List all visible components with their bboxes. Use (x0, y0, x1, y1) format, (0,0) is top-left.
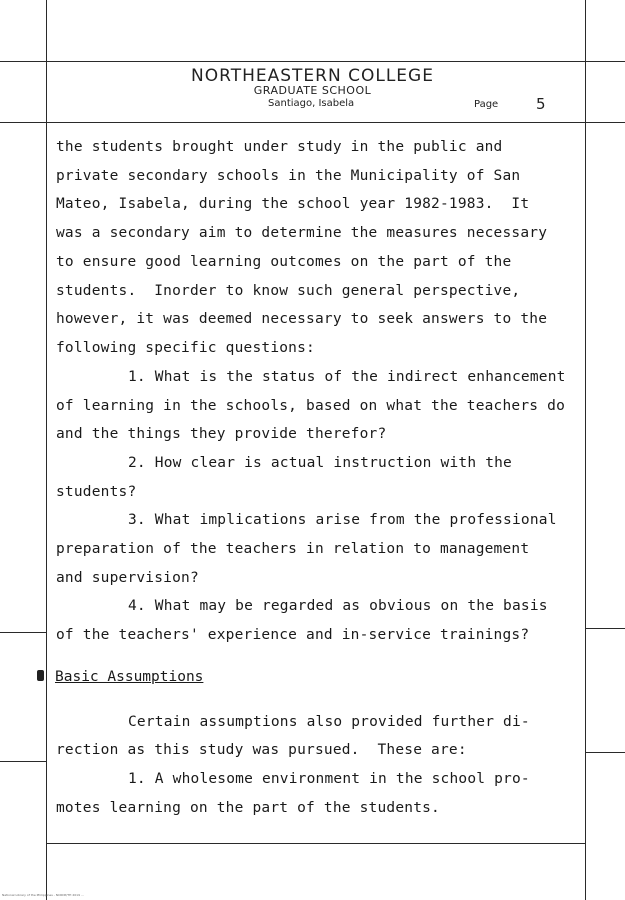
section-line: rection as this study was pursued. These are: (56, 742, 467, 758)
right-margin-line (585, 0, 586, 900)
assumption-1: 1. A wholesome environment in the school pro- (128, 771, 530, 787)
left-margin-line (46, 0, 47, 900)
body-line: preparation of the teachers in relation to management (56, 541, 530, 557)
body-line: students. Inorder to know such general perspective, (56, 283, 521, 299)
school-location: Santiago, Isabela (268, 98, 355, 109)
question-2: 2. How clear is actual instruction with the (128, 455, 512, 471)
institution-name: NORTHEASTERN COLLEGE (191, 66, 434, 86)
body-line: of learning in the schools, based on what the teachers do (56, 398, 565, 414)
body-line: was a secondary aim to determine the measures necessary (56, 225, 548, 241)
page-number: 5 (536, 95, 546, 113)
left-edge-tick-1 (0, 632, 46, 633)
question-4: 4. What may be regarded as obvious on the basis (128, 598, 548, 614)
question-1: 1. What is the status of the indirect enhancement (128, 369, 566, 385)
body-line: and supervision? (56, 570, 199, 586)
footer-rule (46, 843, 585, 844)
right-edge-tick-1 (585, 628, 625, 629)
body-line: of the teachers' experience and in-service trainings? (56, 627, 530, 643)
body-line: to ensure good learning outcomes on the part of the (56, 254, 512, 270)
question-3: 3. What implications arise from the professional (128, 512, 557, 528)
margin-mark (37, 670, 44, 681)
microfilm-note: National Library of the Philippines - NCRDP/TH 2019 ... (2, 893, 84, 897)
section-line: motes learning on the part of the students. (56, 800, 440, 816)
body-line: and the things they provide therefor? (56, 426, 387, 442)
body-line: students? (56, 484, 137, 500)
right-edge-tick-2 (585, 752, 625, 753)
section-heading: Basic Assumptions (55, 669, 204, 685)
header-bottom-rule (0, 122, 625, 123)
left-edge-tick-2 (0, 761, 46, 762)
body-line: Mateo, Isabela, during the school year 1982-1983. It (56, 196, 530, 212)
school-name: GRADUATE SCHOOL (253, 84, 372, 97)
body-line: the students brought under study in the public and (56, 139, 503, 155)
section-line: Certain assumptions also provided further di- (128, 714, 530, 730)
body-line: however, it was deemed necessary to seek answers to the (56, 311, 548, 327)
header-top-rule (0, 61, 625, 62)
page-label: Page (474, 99, 499, 110)
body-line: private secondary schools in the Municipality of San (56, 168, 521, 184)
body-line: following specific questions: (56, 340, 315, 356)
